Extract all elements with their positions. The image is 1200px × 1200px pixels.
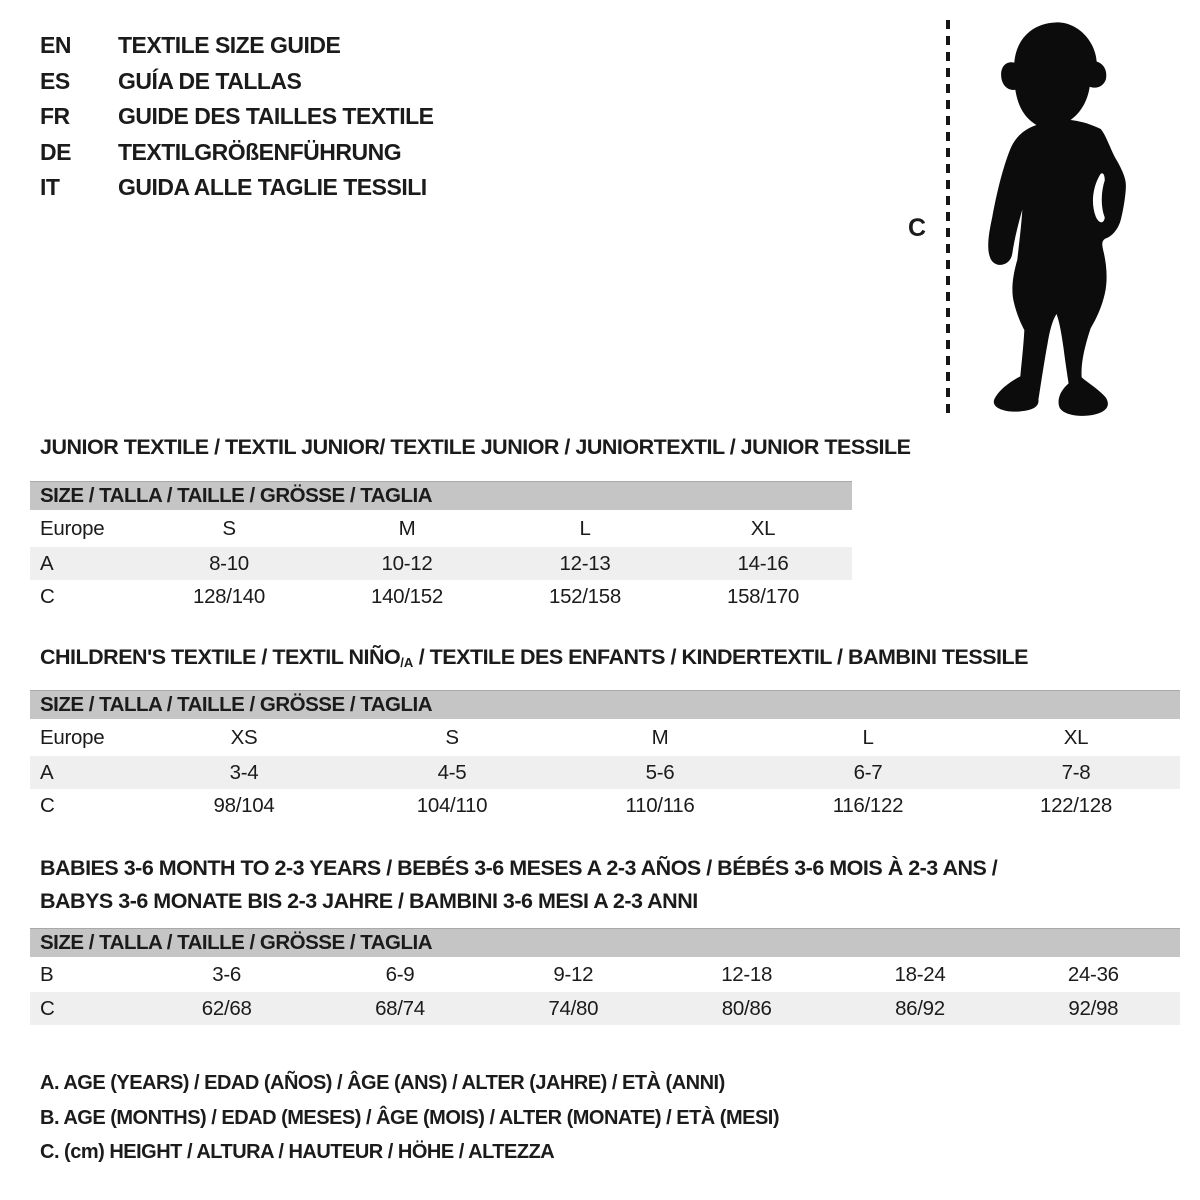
- value-cell: 158/170: [726, 584, 799, 608]
- lang-title: GUÍA DE TALLAS: [118, 67, 302, 94]
- region-label: Europe: [40, 516, 105, 540]
- table-row-age: [30, 756, 1180, 789]
- value-cell: 8-10: [209, 551, 249, 575]
- value-cell: 14-16: [737, 551, 789, 575]
- height-measure-dashed-line: [946, 20, 950, 418]
- language-title-list: [40, 28, 434, 206]
- value-cell: 98/104: [213, 793, 275, 817]
- size-cell: M: [651, 725, 669, 749]
- value-cell: 3-4: [229, 760, 259, 784]
- lang-title: GUIDE DES TAILLES TEXTILE: [118, 103, 434, 129]
- row-label: C: [40, 584, 55, 608]
- table-row-height: [30, 992, 1180, 1025]
- legend-line-b: B. AGE (MONTHS) / EDAD (MESES) / ÂGE (MOIS) / ALTER (MONATE) / ETÀ (MESI): [40, 1106, 780, 1129]
- value-cell: 3-6: [212, 962, 242, 986]
- value-cell: 9-12: [553, 962, 594, 986]
- lang-row-de: [40, 135, 434, 171]
- row-label: C: [40, 996, 55, 1020]
- region-label: Europe: [40, 725, 105, 749]
- lang-row-it: [40, 170, 434, 206]
- lang-title: TEXTILE SIZE GUIDE: [118, 32, 341, 58]
- babies-title-line1: BABIES 3-6 MONTH TO 2-3 YEARS / BEBÉS 3-6 MESES A 2-3 AÑOS / BÉBÉS 3-6 MOIS À 2-3 ANS /: [40, 856, 998, 880]
- value-cell: 68/74: [375, 996, 425, 1020]
- babies-section-title: [40, 852, 997, 918]
- value-cell: 6-7: [853, 760, 883, 784]
- lang-code: FR: [40, 103, 70, 129]
- size-cell: M: [398, 516, 416, 540]
- value-cell: 74/80: [548, 996, 599, 1020]
- table-row-height: [30, 580, 852, 613]
- value-cell: 92/98: [1068, 996, 1119, 1020]
- toddler-silhouette-icon: [960, 16, 1146, 424]
- height-measure-label: C: [908, 214, 927, 242]
- size-header-bar: SIZE / TALLA / TAILLE / GRÖSSE / TAGLIA: [30, 690, 1180, 719]
- size-cell: L: [862, 725, 874, 749]
- lang-code: ES: [40, 67, 70, 94]
- row-label: B: [40, 962, 54, 986]
- size-cell: S: [445, 725, 459, 749]
- value-cell: 104/110: [416, 793, 488, 817]
- lang-code: IT: [40, 174, 60, 200]
- value-cell: 12-18: [721, 962, 773, 986]
- children-size-table: [30, 690, 1180, 822]
- legend-line-c: C. (cm) HEIGHT / ALTURA / HAUTEUR / HÖHE / ALTEZZA: [40, 1141, 555, 1163]
- row-label: A: [40, 760, 54, 784]
- lang-title: TEXTILGRÖßENFÜHRUNG: [118, 138, 402, 165]
- value-cell: 62/68: [201, 996, 252, 1020]
- lang-row-es: [40, 64, 434, 100]
- row-label: C: [40, 793, 55, 817]
- babies-title-line2: BABYS 3-6 MONATE BIS 2-3 JAHRE / BAMBINI 3-6 MESI A 2-3 ANNI: [40, 889, 698, 913]
- value-cell: 110/116: [625, 793, 695, 817]
- value-cell: 12-13: [559, 551, 611, 575]
- table-row-age: [30, 547, 852, 580]
- value-cell: 86/92: [895, 996, 945, 1020]
- size-header-bar: SIZE / TALLA / TAILLE / GRÖSSE / TAGLIA: [30, 928, 1180, 957]
- table-row-months: [30, 957, 1180, 992]
- row-label: A: [40, 551, 54, 575]
- children-title-text: / TEXTILE DES ENFANTS / KINDERTEXTIL / BAMBINI TESSILE: [413, 645, 1028, 669]
- legend-line-a: A. AGE (YEARS) / EDAD (AÑOS) / ÂGE (ANS) / ALTER (JAHRE) / ETÀ (ANNI): [40, 1072, 725, 1094]
- size-header-bar: SIZE / TALLA / TAILLE / GRÖSSE / TAGLIA: [30, 481, 852, 510]
- size-cell: L: [579, 516, 591, 540]
- babies-size-table: [30, 928, 1180, 1025]
- children-section-title: [40, 645, 1028, 670]
- lang-row-en: [40, 28, 434, 64]
- lang-code: DE: [40, 138, 71, 165]
- value-cell: 80/86: [721, 996, 772, 1020]
- value-cell: 128/140: [192, 584, 265, 608]
- value-cell: 152/158: [548, 584, 621, 608]
- value-cell: 122/128: [1039, 793, 1112, 817]
- value-cell: 10-12: [381, 551, 433, 575]
- value-cell: 18-24: [894, 962, 946, 986]
- value-cell: 140/152: [370, 584, 443, 608]
- value-cell: 5-6: [645, 760, 675, 784]
- size-cell: XL: [1063, 725, 1089, 749]
- table-row-region: [30, 510, 852, 547]
- table-row-region: [30, 719, 1180, 756]
- value-cell: 116/122: [832, 793, 904, 817]
- size-cell: XL: [750, 516, 776, 540]
- children-title-text: CHILDREN'S TEXTILE / TEXTIL NIÑO: [40, 645, 401, 669]
- value-cell: 24-36: [1067, 962, 1119, 986]
- size-cell: XS: [230, 725, 258, 749]
- value-cell: 6-9: [385, 962, 415, 986]
- lang-code: EN: [40, 32, 71, 58]
- value-cell: 7-8: [1061, 760, 1091, 784]
- lang-title: GUIDA ALLE TAGLIE TESSILI: [118, 174, 427, 200]
- size-cell: S: [222, 516, 236, 540]
- lang-row-fr: [40, 99, 434, 135]
- children-title-subscript: /A: [400, 655, 414, 670]
- value-cell: 4-5: [437, 760, 467, 784]
- measurement-legend: [40, 1066, 779, 1170]
- junior-size-table: [30, 481, 852, 613]
- table-row-height: [30, 789, 1180, 822]
- junior-section-title: JUNIOR TEXTILE / TEXTIL JUNIOR/ TEXTILE JUNIOR / JUNIORTEXTIL / JUNIOR TESSILE: [40, 435, 911, 459]
